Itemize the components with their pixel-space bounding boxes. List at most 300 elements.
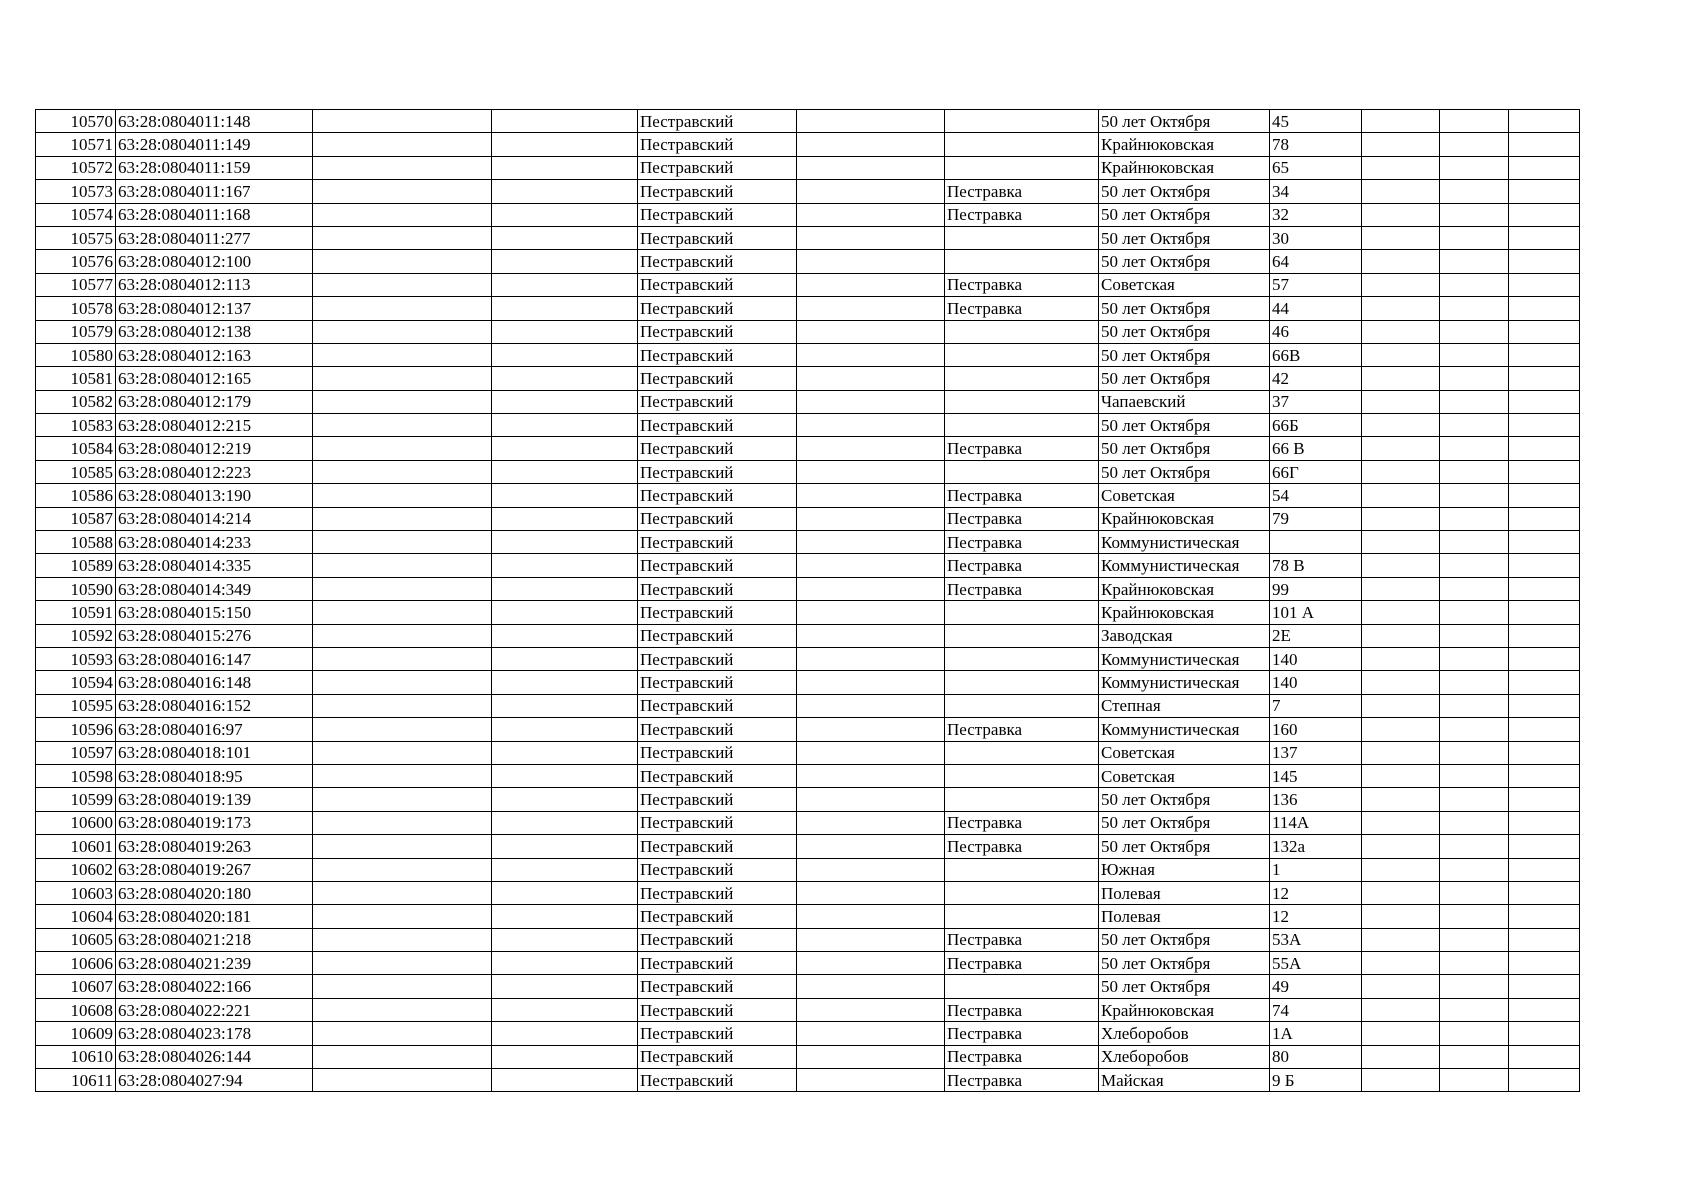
empty-cell bbox=[1362, 624, 1440, 647]
cadastral-number-cell: 63:28:0804011:149 bbox=[116, 133, 313, 156]
empty-cell bbox=[313, 905, 492, 928]
table-row bbox=[36, 180, 1580, 203]
district-cell: Пестравский bbox=[638, 881, 797, 904]
row-number-cell: 10585 bbox=[36, 460, 116, 483]
street-cell: 50 лет Октября bbox=[1099, 928, 1270, 951]
empty-cell bbox=[313, 1045, 492, 1068]
empty-cell bbox=[797, 788, 945, 811]
cadastral-number-cell: 63:28:0804027:94 bbox=[116, 1069, 313, 1092]
district-cell: Пестравский bbox=[638, 671, 797, 694]
locality-cell: Пестравка bbox=[945, 835, 1099, 858]
house-number-cell: 140 bbox=[1270, 671, 1362, 694]
cadastral-number-cell: 63:28:0804011:148 bbox=[116, 110, 313, 133]
empty-cell bbox=[1509, 975, 1580, 998]
empty-cell bbox=[1362, 811, 1440, 834]
empty-cell bbox=[797, 671, 945, 694]
locality-cell: Пестравка bbox=[945, 484, 1099, 507]
house-number-cell: 42 bbox=[1270, 367, 1362, 390]
empty-cell bbox=[313, 390, 492, 413]
empty-cell bbox=[1509, 647, 1580, 670]
empty-cell bbox=[797, 343, 945, 366]
locality-cell bbox=[945, 133, 1099, 156]
district-cell: Пестравский bbox=[638, 110, 797, 133]
district-cell: Пестравский bbox=[638, 694, 797, 717]
empty-cell bbox=[1440, 156, 1509, 179]
cadastral-number-cell: 63:28:0804016:148 bbox=[116, 671, 313, 694]
district-cell: Пестравский bbox=[638, 928, 797, 951]
cadastral-number-cell: 63:28:0804012:223 bbox=[116, 460, 313, 483]
house-number-cell: 49 bbox=[1270, 975, 1362, 998]
table-row bbox=[36, 250, 1580, 273]
empty-cell bbox=[313, 343, 492, 366]
cadastral-number-cell: 63:28:0804015:276 bbox=[116, 624, 313, 647]
cadastral-number-cell: 63:28:0804021:218 bbox=[116, 928, 313, 951]
empty-cell bbox=[1509, 577, 1580, 600]
table-row bbox=[36, 718, 1580, 741]
empty-cell bbox=[1440, 226, 1509, 249]
locality-cell: Пестравка bbox=[945, 928, 1099, 951]
house-number-cell: 53А bbox=[1270, 928, 1362, 951]
empty-cell bbox=[797, 998, 945, 1021]
empty-cell bbox=[492, 694, 638, 717]
house-number-cell: 66Г bbox=[1270, 460, 1362, 483]
empty-cell bbox=[1440, 554, 1509, 577]
empty-cell bbox=[313, 531, 492, 554]
empty-cell bbox=[1440, 203, 1509, 226]
house-number-cell: 137 bbox=[1270, 741, 1362, 764]
empty-cell bbox=[797, 601, 945, 624]
street-cell: Крайнюковская bbox=[1099, 577, 1270, 600]
table-row bbox=[36, 835, 1580, 858]
house-number-cell: 78 bbox=[1270, 133, 1362, 156]
locality-cell bbox=[945, 367, 1099, 390]
cadastral-number-cell: 63:28:0804015:150 bbox=[116, 601, 313, 624]
empty-cell bbox=[1509, 624, 1580, 647]
district-cell: Пестравский bbox=[638, 203, 797, 226]
empty-cell bbox=[492, 203, 638, 226]
cadastral-number-cell: 63:28:0804016:147 bbox=[116, 647, 313, 670]
street-cell: Крайнюковская bbox=[1099, 156, 1270, 179]
empty-cell bbox=[313, 226, 492, 249]
empty-cell bbox=[1362, 858, 1440, 881]
street-cell: Крайнюковская bbox=[1099, 133, 1270, 156]
house-number-cell: 65 bbox=[1270, 156, 1362, 179]
row-number-cell: 10611 bbox=[36, 1069, 116, 1092]
empty-cell bbox=[313, 601, 492, 624]
house-number-cell: 160 bbox=[1270, 718, 1362, 741]
empty-cell bbox=[1509, 250, 1580, 273]
locality-cell bbox=[945, 250, 1099, 273]
empty-cell bbox=[1509, 788, 1580, 811]
empty-cell bbox=[492, 554, 638, 577]
empty-cell bbox=[1362, 601, 1440, 624]
empty-cell bbox=[1509, 881, 1580, 904]
locality-cell bbox=[945, 460, 1099, 483]
empty-cell bbox=[492, 250, 638, 273]
empty-cell bbox=[1362, 764, 1440, 787]
empty-cell bbox=[492, 764, 638, 787]
table-row bbox=[36, 624, 1580, 647]
empty-cell bbox=[1509, 1045, 1580, 1068]
empty-cell bbox=[492, 811, 638, 834]
house-number-cell: 145 bbox=[1270, 764, 1362, 787]
row-number-cell: 10573 bbox=[36, 180, 116, 203]
locality-cell bbox=[945, 624, 1099, 647]
locality-cell bbox=[945, 647, 1099, 670]
empty-cell bbox=[1440, 764, 1509, 787]
street-cell: Заводская bbox=[1099, 624, 1270, 647]
locality-cell bbox=[945, 414, 1099, 437]
empty-cell bbox=[797, 624, 945, 647]
empty-cell bbox=[1362, 554, 1440, 577]
empty-cell bbox=[1362, 203, 1440, 226]
empty-cell bbox=[797, 203, 945, 226]
empty-cell bbox=[1362, 180, 1440, 203]
row-number-cell: 10597 bbox=[36, 741, 116, 764]
empty-cell bbox=[1362, 577, 1440, 600]
row-number-cell: 10584 bbox=[36, 437, 116, 460]
empty-cell bbox=[797, 858, 945, 881]
empty-cell bbox=[313, 975, 492, 998]
empty-cell bbox=[313, 1069, 492, 1092]
empty-cell bbox=[313, 273, 492, 296]
empty-cell bbox=[1440, 250, 1509, 273]
locality-cell bbox=[945, 764, 1099, 787]
empty-cell bbox=[1509, 156, 1580, 179]
empty-cell bbox=[1440, 671, 1509, 694]
empty-cell bbox=[1362, 367, 1440, 390]
empty-cell bbox=[1509, 110, 1580, 133]
empty-cell bbox=[1362, 273, 1440, 296]
house-number-cell: 78 В bbox=[1270, 554, 1362, 577]
street-cell: Крайнюковская bbox=[1099, 998, 1270, 1021]
empty-cell bbox=[1509, 367, 1580, 390]
row-number-cell: 10577 bbox=[36, 273, 116, 296]
district-cell: Пестравский bbox=[638, 1022, 797, 1045]
empty-cell bbox=[313, 928, 492, 951]
empty-cell bbox=[797, 507, 945, 530]
district-cell: Пестравский bbox=[638, 273, 797, 296]
empty-cell bbox=[492, 507, 638, 530]
empty-cell bbox=[313, 811, 492, 834]
empty-cell bbox=[1440, 975, 1509, 998]
row-number-cell: 10587 bbox=[36, 507, 116, 530]
empty-cell bbox=[1362, 437, 1440, 460]
district-cell: Пестравский bbox=[638, 905, 797, 928]
table-row bbox=[36, 531, 1580, 554]
cadastral-number-cell: 63:28:0804019:139 bbox=[116, 788, 313, 811]
district-cell: Пестравский bbox=[638, 718, 797, 741]
empty-cell bbox=[492, 788, 638, 811]
table-row bbox=[36, 343, 1580, 366]
empty-cell bbox=[1362, 507, 1440, 530]
cadastral-number-cell: 63:28:0804012:219 bbox=[116, 437, 313, 460]
district-cell: Пестравский bbox=[638, 858, 797, 881]
empty-cell bbox=[1362, 835, 1440, 858]
locality-cell: Пестравка bbox=[945, 1022, 1099, 1045]
locality-cell bbox=[945, 156, 1099, 179]
empty-cell bbox=[492, 1069, 638, 1092]
row-number-cell: 10583 bbox=[36, 414, 116, 437]
locality-cell bbox=[945, 881, 1099, 904]
row-number-cell: 10590 bbox=[36, 577, 116, 600]
row-number-cell: 10607 bbox=[36, 975, 116, 998]
empty-cell bbox=[313, 484, 492, 507]
street-cell: 50 лет Октября bbox=[1099, 226, 1270, 249]
empty-cell bbox=[492, 297, 638, 320]
street-cell: 50 лет Октября bbox=[1099, 110, 1270, 133]
empty-cell bbox=[797, 1022, 945, 1045]
row-number-cell: 10575 bbox=[36, 226, 116, 249]
empty-cell bbox=[797, 905, 945, 928]
empty-cell bbox=[1440, 788, 1509, 811]
row-number-cell: 10601 bbox=[36, 835, 116, 858]
empty-cell bbox=[492, 998, 638, 1021]
empty-cell bbox=[313, 788, 492, 811]
street-cell: Коммунистическая bbox=[1099, 718, 1270, 741]
empty-cell bbox=[1509, 297, 1580, 320]
cadastral-number-cell: 63:28:0804014:349 bbox=[116, 577, 313, 600]
row-number-cell: 10599 bbox=[36, 788, 116, 811]
empty-cell bbox=[313, 180, 492, 203]
district-cell: Пестравский bbox=[638, 460, 797, 483]
empty-cell bbox=[797, 1045, 945, 1068]
empty-cell bbox=[1362, 226, 1440, 249]
table-body bbox=[36, 110, 1580, 1092]
empty-cell bbox=[313, 881, 492, 904]
empty-cell bbox=[1440, 881, 1509, 904]
cadastral-number-cell: 63:28:0804014:233 bbox=[116, 531, 313, 554]
empty-cell bbox=[1509, 133, 1580, 156]
empty-cell bbox=[1509, 437, 1580, 460]
empty-cell bbox=[797, 460, 945, 483]
cadastral-number-cell: 63:28:0804026:144 bbox=[116, 1045, 313, 1068]
cadastral-number-cell: 63:28:0804020:180 bbox=[116, 881, 313, 904]
district-cell: Пестравский bbox=[638, 484, 797, 507]
empty-cell bbox=[1362, 1022, 1440, 1045]
street-cell: Советская bbox=[1099, 484, 1270, 507]
empty-cell bbox=[1509, 273, 1580, 296]
locality-cell bbox=[945, 320, 1099, 343]
empty-cell bbox=[1362, 297, 1440, 320]
cadastral-number-cell: 63:28:0804019:263 bbox=[116, 835, 313, 858]
empty-cell bbox=[1440, 507, 1509, 530]
cadastral-number-cell: 63:28:0804012:100 bbox=[116, 250, 313, 273]
empty-cell bbox=[492, 484, 638, 507]
house-number-cell: 64 bbox=[1270, 250, 1362, 273]
district-cell: Пестравский bbox=[638, 952, 797, 975]
empty-cell bbox=[313, 460, 492, 483]
cadastral-number-cell: 63:28:0804011:277 bbox=[116, 226, 313, 249]
empty-cell bbox=[1440, 647, 1509, 670]
house-number-cell: 9 Б bbox=[1270, 1069, 1362, 1092]
locality-cell bbox=[945, 343, 1099, 366]
street-cell: 50 лет Октября bbox=[1099, 203, 1270, 226]
empty-cell bbox=[492, 390, 638, 413]
district-cell: Пестравский bbox=[638, 811, 797, 834]
empty-cell bbox=[797, 577, 945, 600]
cadastral-number-cell: 63:28:0804012:165 bbox=[116, 367, 313, 390]
street-cell: 50 лет Октября bbox=[1099, 297, 1270, 320]
empty-cell bbox=[1509, 507, 1580, 530]
district-cell: Пестравский bbox=[638, 998, 797, 1021]
house-number-cell: 32 bbox=[1270, 203, 1362, 226]
table-row bbox=[36, 203, 1580, 226]
table-row bbox=[36, 367, 1580, 390]
house-number-cell: 45 bbox=[1270, 110, 1362, 133]
locality-cell: Пестравка bbox=[945, 718, 1099, 741]
row-number-cell: 10598 bbox=[36, 764, 116, 787]
house-number-cell: 57 bbox=[1270, 273, 1362, 296]
house-number-cell: 46 bbox=[1270, 320, 1362, 343]
district-cell: Пестравский bbox=[638, 226, 797, 249]
empty-cell bbox=[313, 577, 492, 600]
street-cell: Полевая bbox=[1099, 881, 1270, 904]
cadastral-number-cell: 63:28:0804021:239 bbox=[116, 952, 313, 975]
empty-cell bbox=[797, 367, 945, 390]
empty-cell bbox=[1509, 320, 1580, 343]
row-number-cell: 10586 bbox=[36, 484, 116, 507]
cadastral-number-cell: 63:28:0804019:173 bbox=[116, 811, 313, 834]
street-cell: 50 лет Октября bbox=[1099, 952, 1270, 975]
empty-cell bbox=[797, 110, 945, 133]
row-number-cell: 10588 bbox=[36, 531, 116, 554]
empty-cell bbox=[1362, 1069, 1440, 1092]
cadastral-number-cell: 63:28:0804012:163 bbox=[116, 343, 313, 366]
house-number-cell: 2Е bbox=[1270, 624, 1362, 647]
empty-cell bbox=[492, 414, 638, 437]
empty-cell bbox=[492, 1022, 638, 1045]
empty-cell bbox=[1509, 998, 1580, 1021]
cadastral-number-cell: 63:28:0804016:97 bbox=[116, 718, 313, 741]
empty-cell bbox=[492, 905, 638, 928]
empty-cell bbox=[797, 764, 945, 787]
empty-cell bbox=[797, 647, 945, 670]
table-row bbox=[36, 110, 1580, 133]
empty-cell bbox=[1509, 1069, 1580, 1092]
street-cell: Крайнюковская bbox=[1099, 507, 1270, 530]
street-cell: 50 лет Октября bbox=[1099, 975, 1270, 998]
empty-cell bbox=[313, 414, 492, 437]
empty-cell bbox=[1440, 741, 1509, 764]
empty-cell bbox=[492, 110, 638, 133]
table-row bbox=[36, 390, 1580, 413]
table-row bbox=[36, 133, 1580, 156]
empty-cell bbox=[1440, 624, 1509, 647]
house-number-cell: 74 bbox=[1270, 998, 1362, 1021]
empty-cell bbox=[1440, 694, 1509, 717]
district-cell: Пестравский bbox=[638, 554, 797, 577]
empty-cell bbox=[492, 273, 638, 296]
table-row bbox=[36, 554, 1580, 577]
empty-cell bbox=[797, 133, 945, 156]
empty-cell bbox=[1509, 835, 1580, 858]
table-row bbox=[36, 928, 1580, 951]
empty-cell bbox=[313, 437, 492, 460]
house-number-cell: 66Б bbox=[1270, 414, 1362, 437]
street-cell: Советская bbox=[1099, 273, 1270, 296]
street-cell: Коммунистическая bbox=[1099, 554, 1270, 577]
table-row bbox=[36, 811, 1580, 834]
row-number-cell: 10589 bbox=[36, 554, 116, 577]
house-number-cell: 132а bbox=[1270, 835, 1362, 858]
house-number-cell: 12 bbox=[1270, 881, 1362, 904]
locality-cell: Пестравка bbox=[945, 273, 1099, 296]
empty-cell bbox=[1362, 1045, 1440, 1068]
table-row bbox=[36, 226, 1580, 249]
empty-cell bbox=[1440, 998, 1509, 1021]
empty-cell bbox=[1509, 180, 1580, 203]
empty-cell bbox=[1362, 952, 1440, 975]
row-number-cell: 10604 bbox=[36, 905, 116, 928]
district-cell: Пестравский bbox=[638, 601, 797, 624]
empty-cell bbox=[1440, 577, 1509, 600]
empty-cell bbox=[797, 811, 945, 834]
table-row bbox=[36, 320, 1580, 343]
district-cell: Пестравский bbox=[638, 835, 797, 858]
empty-cell bbox=[797, 718, 945, 741]
district-cell: Пестравский bbox=[638, 741, 797, 764]
row-number-cell: 10592 bbox=[36, 624, 116, 647]
empty-cell bbox=[492, 1045, 638, 1068]
empty-cell bbox=[492, 320, 638, 343]
table-row bbox=[36, 484, 1580, 507]
table-row bbox=[36, 998, 1580, 1021]
empty-cell bbox=[1509, 718, 1580, 741]
empty-cell bbox=[492, 343, 638, 366]
district-cell: Пестравский bbox=[638, 180, 797, 203]
district-cell: Пестравский bbox=[638, 507, 797, 530]
empty-cell bbox=[1362, 788, 1440, 811]
table-row bbox=[36, 694, 1580, 717]
cadastral-number-cell: 63:28:0804023:178 bbox=[116, 1022, 313, 1045]
empty-cell bbox=[797, 928, 945, 951]
street-cell: Крайнюковская bbox=[1099, 601, 1270, 624]
house-number-cell: 7 bbox=[1270, 694, 1362, 717]
table-row bbox=[36, 297, 1580, 320]
empty-cell bbox=[1509, 952, 1580, 975]
house-number-cell: 12 bbox=[1270, 905, 1362, 928]
cadastral-number-cell: 63:28:0804018:95 bbox=[116, 764, 313, 787]
table-row bbox=[36, 741, 1580, 764]
street-cell: Советская bbox=[1099, 741, 1270, 764]
house-number-cell: 1А bbox=[1270, 1022, 1362, 1045]
street-cell: Южная bbox=[1099, 858, 1270, 881]
cadastral-number-cell: 63:28:0804022:166 bbox=[116, 975, 313, 998]
empty-cell bbox=[1362, 460, 1440, 483]
empty-cell bbox=[1440, 601, 1509, 624]
empty-cell bbox=[1362, 110, 1440, 133]
empty-cell bbox=[797, 484, 945, 507]
empty-cell bbox=[797, 297, 945, 320]
empty-cell bbox=[1509, 390, 1580, 413]
house-number-cell: 101 А bbox=[1270, 601, 1362, 624]
table-row bbox=[36, 1045, 1580, 1068]
empty-cell bbox=[1362, 133, 1440, 156]
empty-cell bbox=[313, 741, 492, 764]
empty-cell bbox=[492, 835, 638, 858]
empty-cell bbox=[1362, 414, 1440, 437]
district-cell: Пестравский bbox=[638, 788, 797, 811]
street-cell: 50 лет Октября bbox=[1099, 788, 1270, 811]
street-cell: 50 лет Октября bbox=[1099, 835, 1270, 858]
empty-cell bbox=[313, 998, 492, 1021]
empty-cell bbox=[492, 531, 638, 554]
row-number-cell: 10574 bbox=[36, 203, 116, 226]
empty-cell bbox=[1440, 390, 1509, 413]
empty-cell bbox=[492, 975, 638, 998]
cadastral-number-cell: 63:28:0804019:267 bbox=[116, 858, 313, 881]
